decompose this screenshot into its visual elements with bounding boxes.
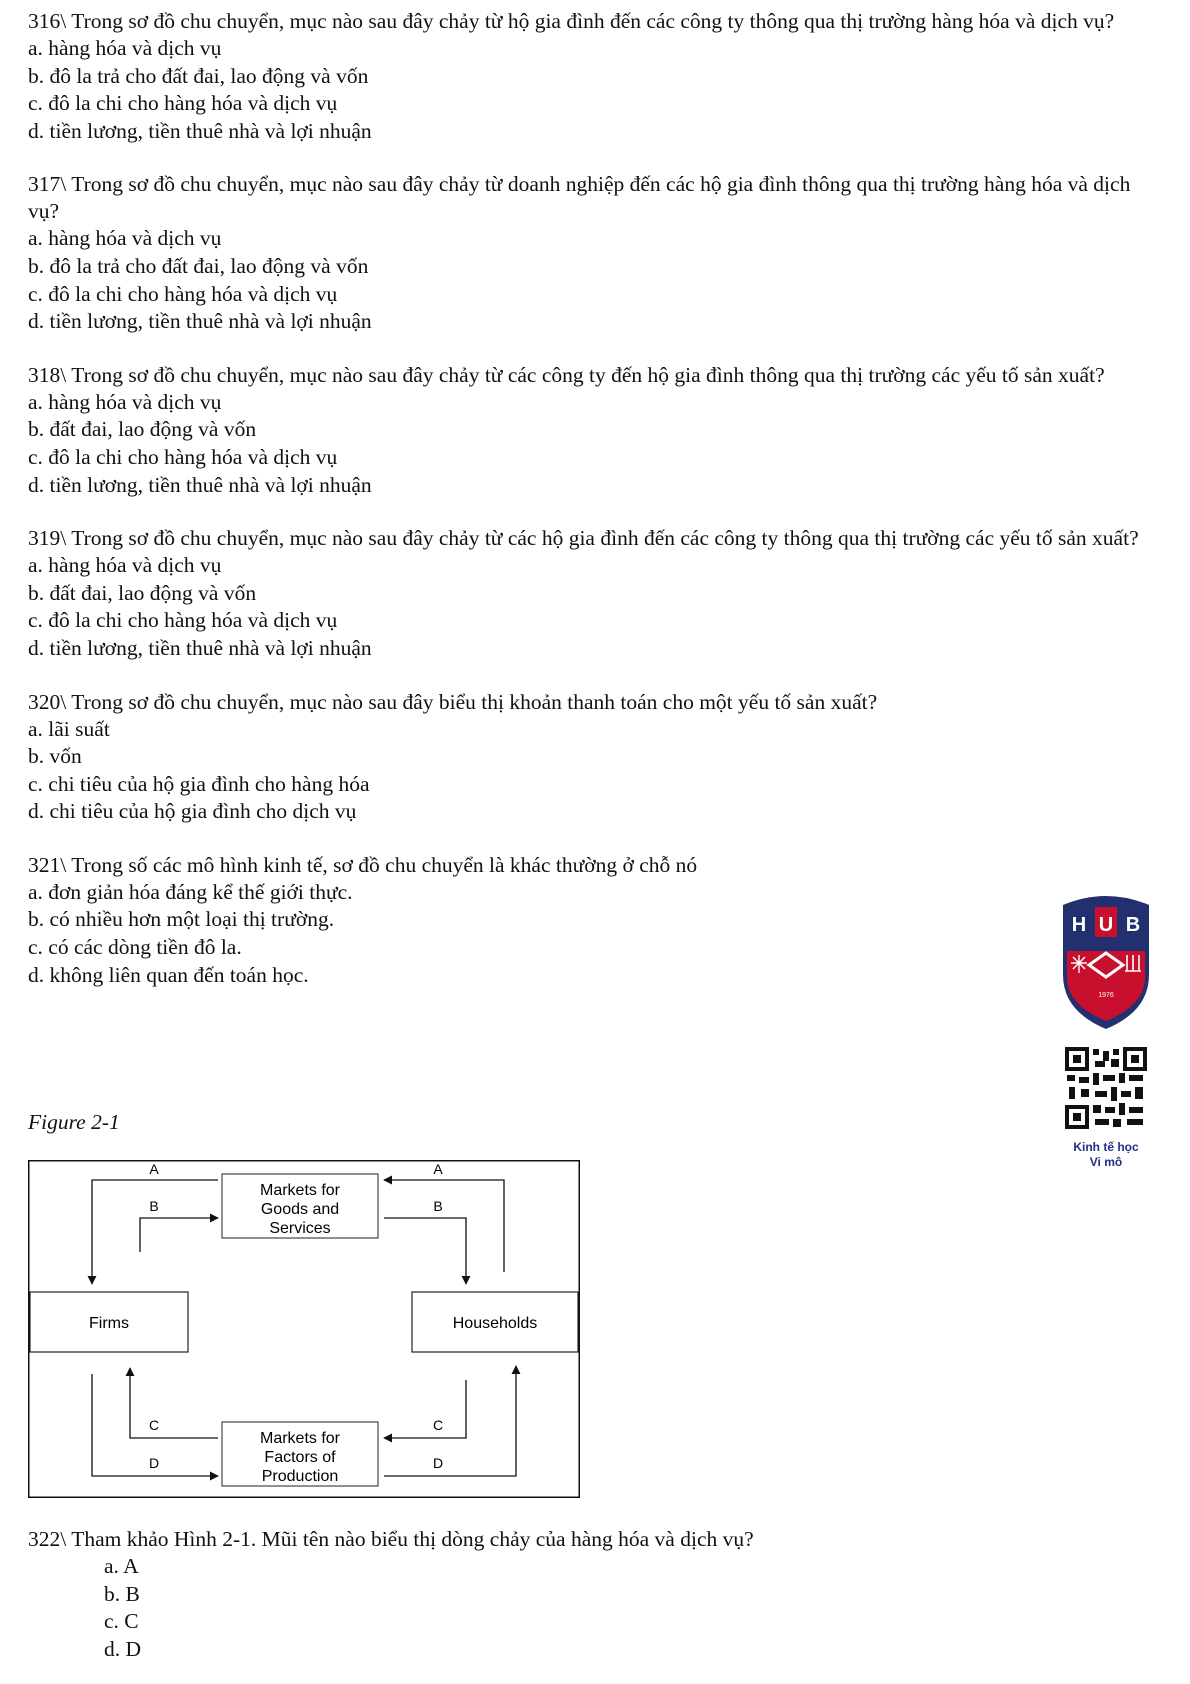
question-321 [28,852,1168,989]
question-317 [28,171,1168,335]
question-text: 320\ Trong sơ đồ chu chuyển, mục nào sau đây biểu thị khoản thanh toán cho một yếu tố sản xuất? [28,689,878,714]
option-a: a. hàng hóa và dịch vụ [28,226,222,251]
arrow-b-left [140,1218,218,1252]
arrow-a-right [384,1180,504,1272]
option-b: b. đô la trả cho đất đai, lao động và vốn [28,63,369,88]
option-b: b. đất đai, lao động và vốn [28,580,257,605]
question-list [28,8,1168,1015]
logo-letter-u: U [1098,914,1114,936]
arrow-a-left [92,1180,218,1284]
diagram-canvas [28,1160,580,1498]
arrow-a-label-left: A [149,1161,159,1177]
arrow-b-label-left: B [149,1198,159,1214]
arrow-c-left [130,1368,218,1438]
option-c: c. có các dòng tiền đô la. [28,935,242,960]
option-c: c. C [104,1609,139,1634]
question-322 [28,1526,1190,1663]
logo-letter-b: B [1125,914,1141,936]
question-text: 317\ Trong sơ đồ chu chuyển, mục nào sau đây chảy từ doanh nghiệp đến các hộ gia đình thông qua thị trường hàng hóa và dịch vụ? [28,172,1131,224]
option-c: c. đô la chi cho hàng hóa và dịch vụ [28,281,338,306]
option-a: a. hàng hóa và dịch vụ [28,553,222,578]
option-c: c. đô la chi cho hàng hóa và dịch vụ [28,91,338,116]
logo-letter-h: H [1071,914,1087,936]
option-a: a. hàng hóa và dịch vụ [28,36,222,60]
building-emblem-icon [1125,955,1141,971]
question-text: 321\ Trong số các mô hình kinh tế, sơ đồ chu chuyển là khác thường ở chỗ nó [28,852,698,877]
option-a: a. hàng hóa và dịch vụ [28,389,222,414]
logo-canvas [1059,893,1153,1185]
logo-year: 1976 [1098,992,1114,999]
arrow-c-label-right: C [432,1417,444,1433]
option-a: a. lãi suất [28,716,110,741]
question-text: 319\ Trong sơ đồ chu chuyển, mục nào sau đây chảy từ các hộ gia đình đến các công ty thông qua thị trường các yếu tố sản xuất? [28,526,1139,551]
factor-market-line3: Production [261,1468,339,1485]
goods-market-line3: Services [269,1220,331,1237]
option-b: b. vốn [28,744,82,769]
option-b: b. có nhiều hơn một loại thị trường. [28,907,335,932]
hub-logo [1059,893,1153,1185]
arrow-d-right [384,1366,516,1476]
question-319 [28,525,1168,662]
option-d: d. chi tiêu của hộ gia đình cho dịch vụ [28,799,357,824]
households-label: Households [452,1315,538,1332]
option-d: d. không liên quan đến toán học. [28,962,309,987]
option-d: d. D [104,1636,142,1661]
circular-flow-diagram [28,1160,580,1498]
arrow-a-label-right: A [433,1161,443,1177]
option-b: b. đô la trả cho đất đai, lao động và vốn [28,253,369,278]
question-text: 318\ Trong sơ đồ chu chuyển, mục nào sau đây chảy từ các công ty đến hộ gia đình thông qua thị trường các yếu tố sản xuất? [28,362,1105,387]
question-text: 316\ Trong sơ đồ chu chuyển, mục nào sau đây chảy từ hộ gia đình đến các công ty thông qua thị trường hàng hóa và dịch vụ? [28,9,1115,33]
option-c: c. đô la chi cho hàng hóa và dịch vụ [28,444,338,469]
question-320 [28,689,1168,826]
arrow-b-right [384,1218,466,1284]
question-318 [28,362,1168,499]
arrow-d-label-right: D [432,1455,444,1471]
option-d: d. tiền lương, tiền thuê nhà và lợi nhuận [28,118,372,143]
option-c: c. đô la chi cho hàng hóa và dịch vụ [28,608,338,633]
question-text: 322\ Tham khảo Hình 2-1. Mũi tên nào biểu thị dòng chảy của hàng hóa và dịch vụ? [28,1527,754,1551]
figure-label: Figure 2-1 [28,1110,120,1134]
option-a: a. đơn giản hóa đáng kể thế giới thực. [28,879,353,904]
arrow-d-label-left: D [148,1455,160,1471]
qr-code-icon [1065,1047,1147,1129]
option-d: d. tiền lương, tiền thuê nhà và lợi nhuận [28,472,372,497]
logo-caption-line2: Vi mô [1089,1155,1123,1169]
firms-label: Firms [89,1315,129,1332]
option-c: c. chi tiêu của hộ gia đình cho hàng hóa [28,771,370,796]
goods-market-line1: Markets for [259,1182,341,1199]
option-b: b. đất đai, lao động và vốn [28,417,257,442]
option-a: a. A [104,1554,139,1578]
option-d: d. tiền lương, tiền thuê nhà và lợi nhuận [28,635,372,660]
option-d: d. tiền lương, tiền thuê nhà và lợi nhuận [28,309,372,334]
factor-market-line1: Markets for [259,1430,341,1447]
arrow-b-label-right: B [433,1198,443,1214]
arrow-c-right [384,1380,466,1438]
factor-market-line2: Factors of [264,1449,336,1466]
logo-caption-line1: Kinh tế học [1073,1140,1139,1154]
option-b: b. B [104,1581,140,1606]
question-316 [28,8,1168,145]
arrow-c-label-left: C [148,1417,160,1433]
goods-market-line2: Goods and [260,1201,340,1218]
